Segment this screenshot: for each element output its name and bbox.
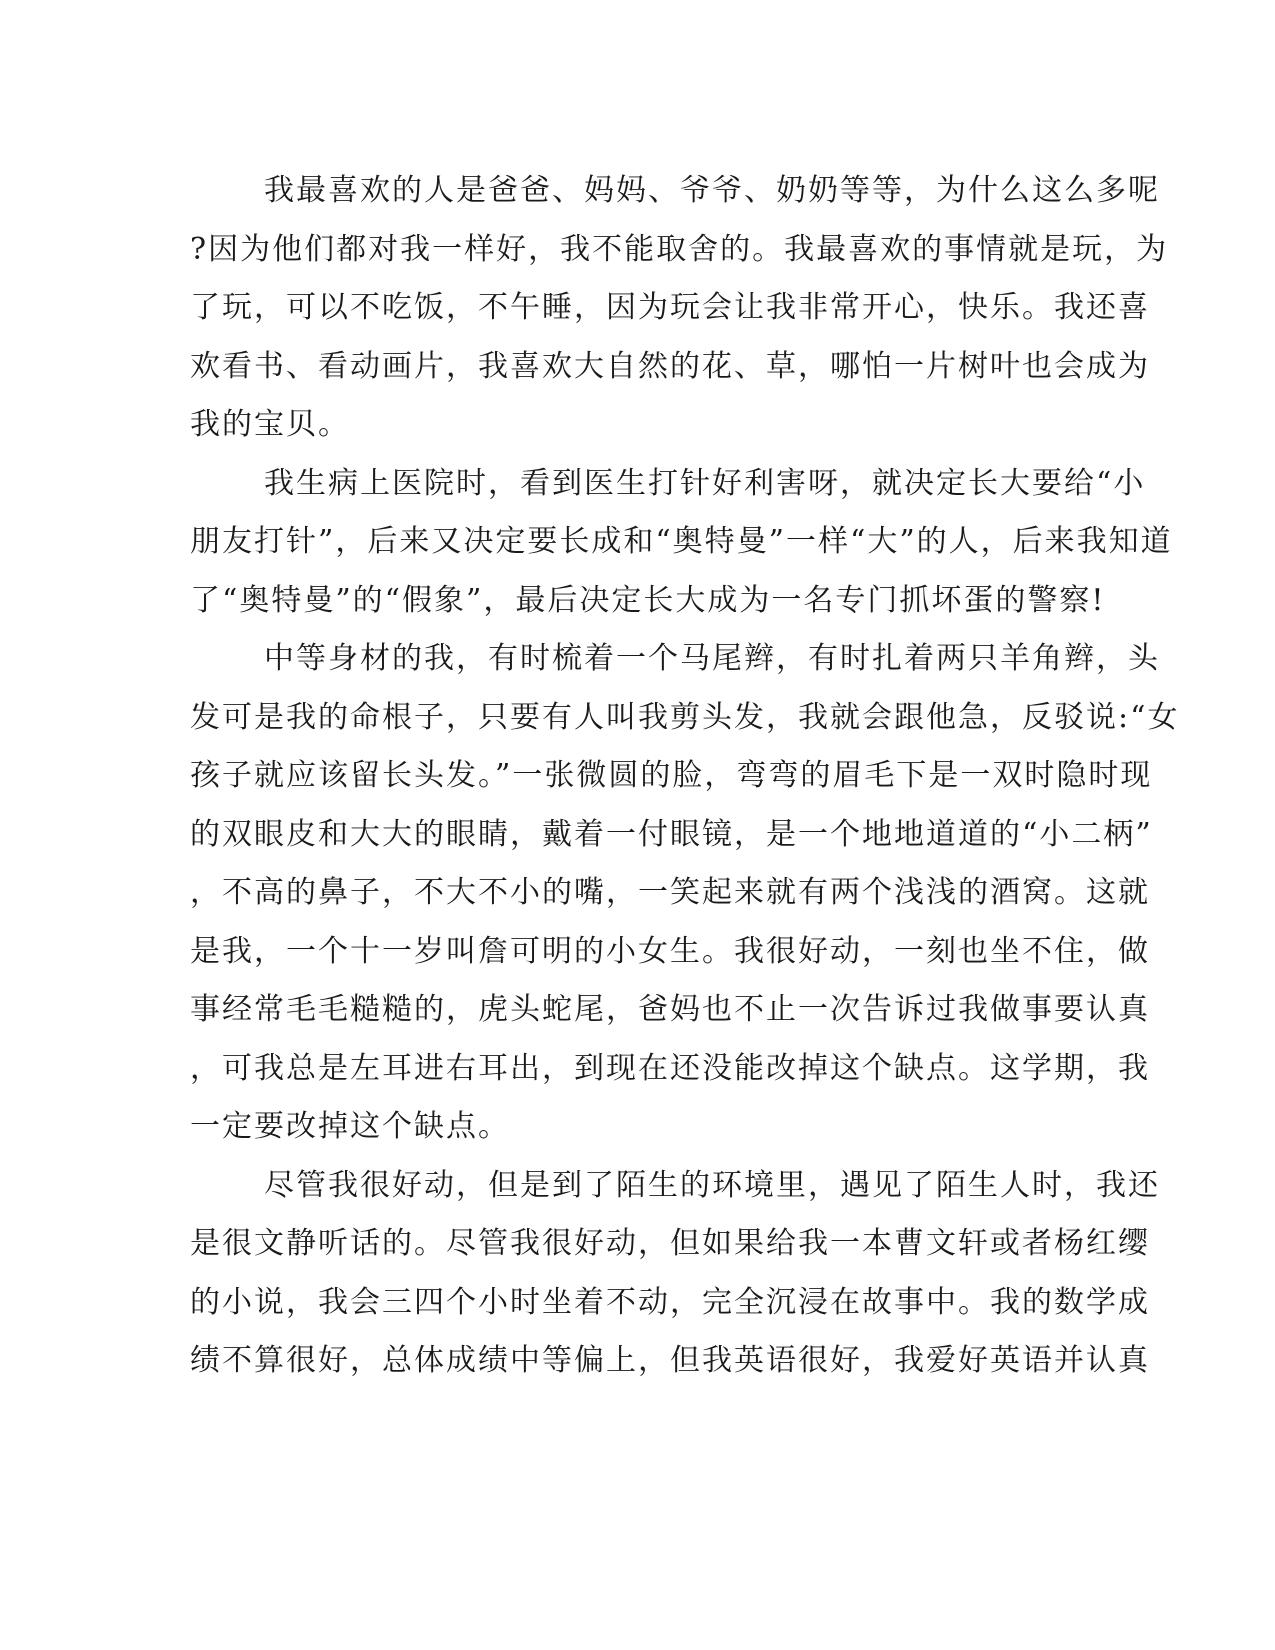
paragraph-3 <box>190 630 1180 1157</box>
text-line: 尽管我很好动，但是到了陌生的环境里，遇见了陌生人时，我还 <box>264 1167 1160 1203</box>
text-line: 欢看书、看动画片，我喜欢大自然的花、草，哪怕一片树叶也会成为 <box>190 348 1150 384</box>
paragraph-2 <box>190 455 1173 631</box>
text-line: 事经常毛毛糙糙的，虎头蛇尾，爸妈也不止一次告诉过我做事要认真 <box>190 992 1150 1027</box>
text-line: ?因为他们都对我一样好，我不能取舍的。我最喜欢的事情就是玩，为 <box>190 231 1169 267</box>
text-line: 孩子就应该留长头发。”一张微圆的脸，弯弯的眉毛下是一双时隐时现 <box>190 758 1153 793</box>
text-line: 发可是我的命根子，只要有人叫我剪头发，我就会跟他急，反驳说:“女 <box>190 699 1180 735</box>
text-line: 了玩，可以不吃饭，不午睡，因为玩会让我非常开心，快乐。我还喜 <box>190 290 1150 325</box>
text-line: 绩不算很好，总体成绩中等偏上，但我英语很好，我爱好英语并认真 <box>190 1343 1150 1378</box>
text-line: 是很文静听话的。尽管我很好动，但如果给我一本曹文轩或者杨红缨 <box>190 1226 1150 1261</box>
text-line: 我最喜欢的人是爸爸、妈妈、爷爷、奶奶等等，为什么这么多呢 <box>264 173 1160 208</box>
text-line: ，可我总是左耳进右耳出，到现在还没能改掉这个缺点。这学期，我 <box>190 1050 1150 1086</box>
text-line: 我的宝贝。 <box>190 407 350 442</box>
text-line: 的双眼皮和大大的眼睛，戴着一付眼镜，是一个地地道道的“小二柄” <box>190 816 1153 852</box>
paragraph-1 <box>190 162 1169 455</box>
text-line: ，不高的鼻子，不大不小的嘴，一笑起来就有两个浅浅的酒窝。这就 <box>190 875 1150 910</box>
text-line: 是我，一个十一岁叫詹可明的小女生。我很好动，一刻也坐不住，做 <box>190 933 1150 969</box>
text-line: 朋友打针”，后来又决定要长成和“奥特曼”一样“大”的人，后来我知道 <box>190 524 1173 559</box>
text-line: 了“奥特曼”的“假象”，最后决定长大成为一名专门抓坏蛋的警察! <box>190 582 1106 618</box>
paragraph-4 <box>190 1157 1160 1391</box>
body-text <box>190 162 1180 1391</box>
text-line: 的小说，我会三四个小时坐着不动，完全沉浸在故事中。我的数学成 <box>190 1284 1150 1320</box>
text-line: 我生病上医院时，看到医生打针好利害呀，就决定长大要给“小 <box>264 465 1146 501</box>
text-line: 一定要改掉这个缺点。 <box>190 1109 510 1144</box>
text-line: 中等身材的我，有时梳着一个马尾辫，有时扎着两只羊角辫，头 <box>264 641 1160 676</box>
